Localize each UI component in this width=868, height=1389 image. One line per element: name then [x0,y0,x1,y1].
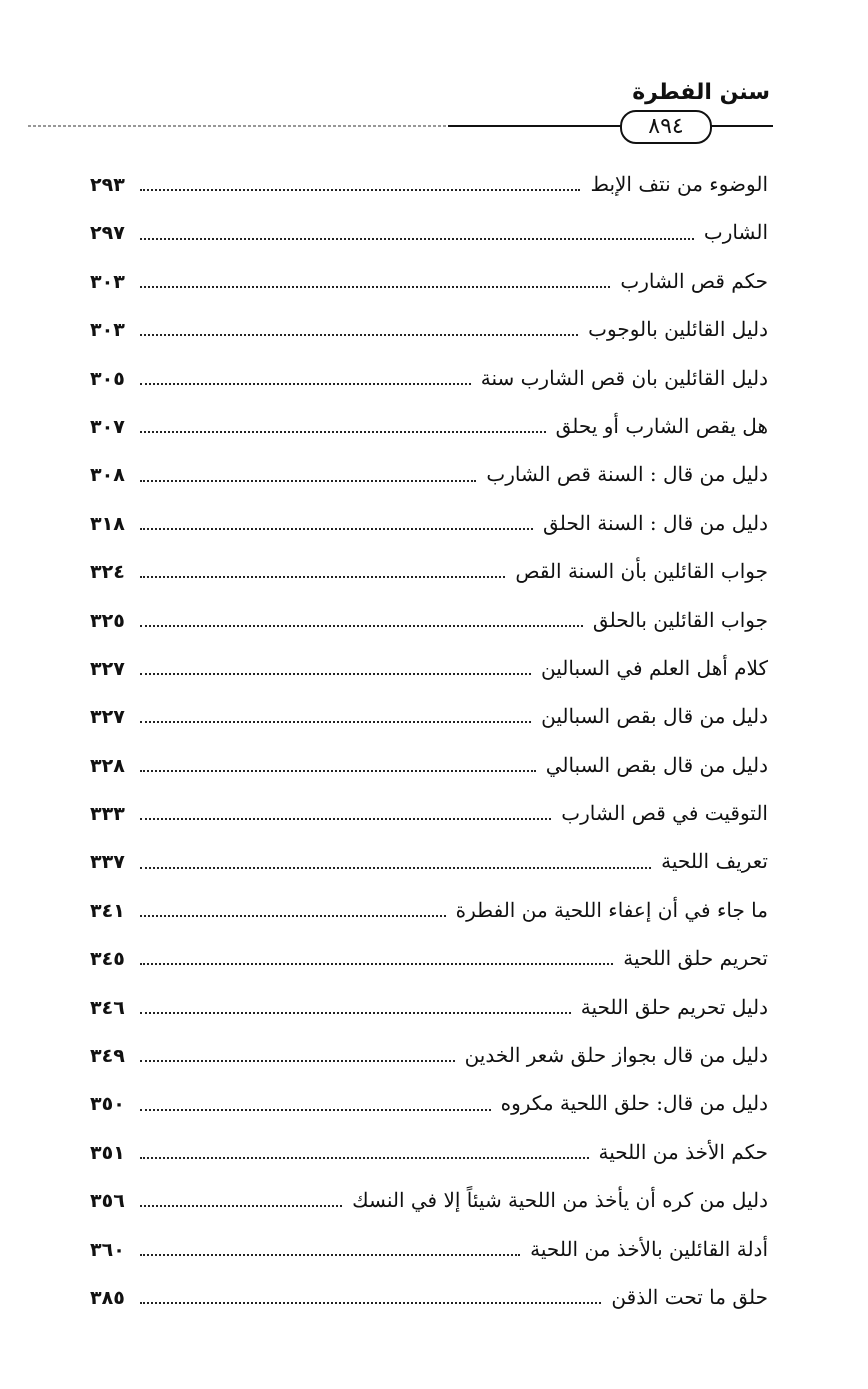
toc-entry-title: التوقيت في قص الشارب [561,801,768,826]
toc-entry-page: ٣٢٧ [90,706,125,729]
toc-entry-title: جواب القائلين بالحلق [592,607,768,632]
toc-entry-page: ٣١٨ [90,512,125,535]
toc-entry [90,208,768,256]
toc-entry-page: ٣٢٥ [90,609,125,632]
toc-dot-leader [140,1012,571,1014]
toc-dot-leader [140,625,583,627]
toc-entry-page: ٣٤٥ [90,948,125,971]
toc-entry-title: تحريم حلق اللحية [623,946,768,971]
toc-entry [90,257,768,305]
toc-entry-title: جواب القائلين بأن السنة القص [515,559,768,584]
toc-entry-page: ٣٢٨ [90,754,125,777]
toc-entry-page: ٣٤١ [90,899,125,922]
toc-dot-leader [140,576,505,578]
toc-entry-title: دليل من قال: حلق اللحية مكروه [500,1091,768,1116]
toc-dot-leader [140,1205,342,1207]
toc-entry [90,1031,768,1079]
toc-dot-leader [140,915,446,917]
toc-entry-page: ٣٥٠ [90,1093,125,1116]
toc-dot-leader [140,818,551,820]
toc-entry-title: حلق ما تحت الذقن [611,1284,768,1309]
toc-entry-title: دليل القائلين بالوجوب [588,317,768,342]
toc-entry [90,596,768,644]
toc-dot-leader [140,334,578,336]
toc-entry-page: ٣٦٠ [90,1238,125,1261]
toc-dot-leader [140,721,531,723]
toc-entry-page: ٣٤٩ [90,1045,125,1068]
toc-entry-title: دليل من قال بجواز حلق شعر الخدين [464,1043,768,1068]
toc-dot-leader [140,480,476,482]
toc-entry-page: ٣٠٥ [90,367,125,390]
toc-entry-page: ٢٩٧ [90,222,125,245]
toc-dot-leader [140,867,651,869]
toc-entry-title: دليل القائلين بان قص الشارب سنة [480,365,768,390]
toc-entry [90,741,768,789]
toc-entry [90,1273,768,1321]
toc-entry [90,499,768,547]
toc-entry-page: ٢٩٣ [90,174,125,196]
toc-dot-leader [140,431,546,433]
toc-entry-title: تعريف اللحية [661,849,768,874]
toc-entry [90,305,768,353]
toc-dot-leader [140,383,471,385]
toc-dot-leader [140,770,536,772]
toc-entry [90,692,768,740]
toc-entry [90,1128,768,1176]
toc-entry-title: دليل تحريم حلق اللحية [580,994,768,1019]
toc-entry [90,1225,768,1273]
toc-dot-leader [140,189,580,191]
toc-entry [90,160,768,208]
toc-entry [90,837,768,885]
toc-dot-leader [140,673,531,675]
toc-entry-page: ٣٥٦ [90,1190,125,1213]
toc-entry-title: الوضوء من نتف الإبط [590,172,768,196]
toc-entry [90,402,768,450]
toc-entry-page: ٣٠٣ [90,319,125,342]
toc-entry-title: دليل من قال بقص السبالي [545,752,768,777]
toc-entry [90,450,768,498]
toc-dot-leader [140,286,610,288]
toc-entry-page: ٣٢٤ [90,561,125,584]
toc-entry [90,354,768,402]
toc-entry [90,886,768,934]
toc-entry-page: ٣٢٧ [90,657,125,680]
toc-entry-title: حكم قص الشارب [620,268,768,293]
toc-entry [90,1079,768,1127]
toc-entry [90,644,768,692]
toc-entry-page: ٣٤٦ [90,996,125,1019]
toc-entry-page: ٣٣٣ [90,803,125,826]
toc-entry-title: هل يقص الشارب أو يحلق [555,413,768,438]
toc-dot-leader [140,238,694,240]
toc-entry-title: دليل من قال : السنة قص الشارب [486,462,768,487]
toc-entry-title: حكم الأخذ من اللحية [598,1139,768,1164]
toc-entry-page: ٣٠٨ [90,464,125,487]
toc-entry [90,934,768,982]
toc-entry [90,983,768,1031]
toc-entry-page: ٣٥١ [90,1141,125,1164]
toc-entry [90,547,768,595]
table-of-contents [90,160,768,1321]
toc-entry [90,1176,768,1224]
toc-entry-page: ٣٨٥ [90,1286,125,1309]
page-number: ٨٩٤ [620,110,712,144]
toc-dot-leader [140,1109,491,1111]
toc-entry-page: ٣٠٧ [90,415,125,438]
running-head-title: سنن الفطرة [632,80,770,105]
toc-entry-title: أدلة القائلين بالأخذ من اللحية [530,1236,768,1261]
toc-entry-title: دليل من قال : السنة الحلق [543,510,768,535]
toc-entry-title: دليل من كره أن يأخذ من اللحية شيئاً إلا في النسك [352,1188,768,1213]
toc-dot-leader [140,1254,520,1256]
toc-entry-title: دليل من قال بقص السبالين [541,704,768,729]
toc-entry-page: ٣٣٧ [90,851,125,874]
toc-entry-title: ما جاء في أن إعفاء اللحية من الفطرة [455,897,768,922]
toc-entry-title: كلام أهل العلم في السبالين [541,655,768,680]
toc-entry [90,789,768,837]
toc-entry-page: ٣٠٣ [90,270,125,293]
toc-dot-leader [140,528,533,530]
toc-dot-leader [140,1060,455,1062]
toc-dot-leader [140,963,613,965]
toc-entry-title: الشارب [703,220,768,245]
toc-dot-leader [140,1157,589,1159]
toc-dot-leader [140,1302,601,1304]
